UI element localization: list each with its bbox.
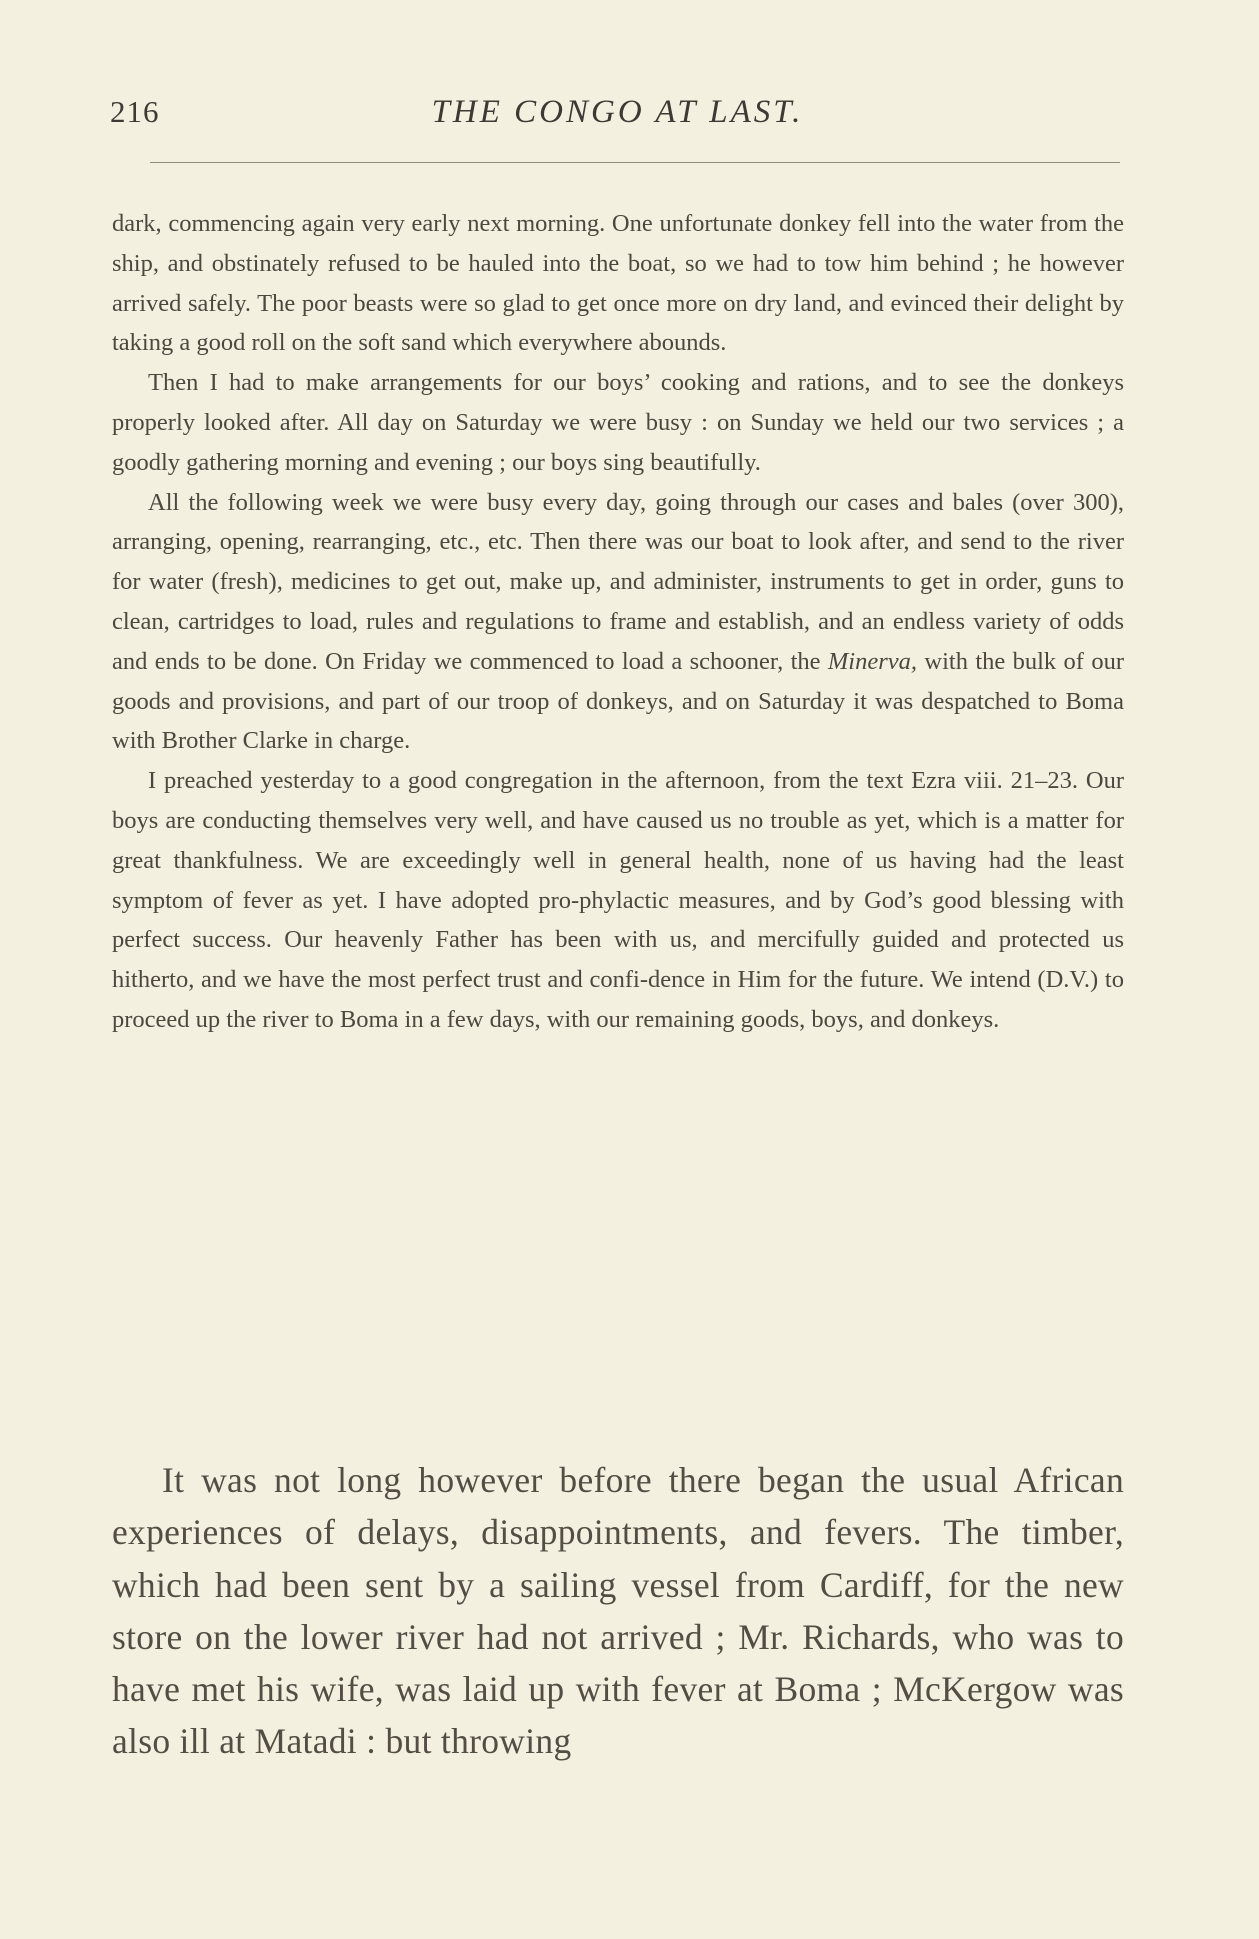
letter-paragraph-3 — [112, 483, 1124, 762]
ship-name: Minerva, — [827, 647, 918, 675]
header-rule — [150, 162, 1120, 163]
letter-paragraph-3-text-b: with the bulk of our goods and provisions, and part of our troop of donkeys, and on Saturday it was despatched to Boma with Brother Clarke in charge. — [112, 647, 1124, 755]
letter-paragraph-3-text-a: All the following week we were busy every day, going through our cases and bales (over 300), arranging, opening, rearranging, etc., etc. Then there was our boat to look after, and send to the river for water (fresh), medicines to get out, make up, and administer, instruments to get in order, guns to clean, cartridges to load, rules and regulations to frame and establish, and an endless variety of odds and ends to be done. On Friday we commenced to load a schooner, the — [112, 488, 1124, 675]
narrative-text — [112, 1454, 1124, 1768]
letter-paragraph-1: dark, commencing again very early next morning. One unfortunate donkey fell into the water from the ship, and obstinately refused to be hauled into the boat, so we had to tow him behind ; he however arrived safely. The poor beasts were so glad to get once more on dry land, and evinced their delight by taking a good roll on the soft sand which everywhere abounds. — [112, 210, 1124, 357]
page-number: 216 — [110, 94, 160, 129]
letter-paragraph-2: Then I had to make arrangements for our boys’ cooking and rations, and to see the donkeys properly looked after. All day on Saturday we were busy : on Sunday we held our two services ; a goodly gathering morning and evening ; our boys sing beautifully. — [112, 369, 1124, 476]
running-title: THE CONGO AT LAST. — [431, 94, 804, 130]
narrative-paragraph-1: It was not long however before there began the usual African experiences of delays, disappointments, and fevers. The timber, which had been sent by a sailing vessel from Cardiff, for the new store on the lower river had not arrived ; Mr. Richards, who was to have met his wife, was laid up with fever at Boma ; McKergow was also ill at Matadi : but throwing — [112, 1460, 1124, 1762]
letter-paragraph-4: I preached yesterday to a good congregation in the afternoon, from the text Ezra viii. 21–23. Our boys are conducting themselves very well, and have caused us no trouble as yet, which is a matter for great thankfulness. We are exceedingly well in general health, none of us having had the least symptom of fever as yet. I have adopted pro-phylactic measures, and by God’s good blessing with perfect success. Our heavenly Father has been with us, and mercifully guided and protected us hitherto, and we have the most perfect trust and confi-dence in Him for the future. We intend (D.V.) to proceed up the river to Boma in a few days, with our remaining goods, boys, and donkeys. — [112, 767, 1124, 1033]
letter-excerpt — [112, 204, 1124, 1040]
page-header — [110, 94, 1125, 144]
